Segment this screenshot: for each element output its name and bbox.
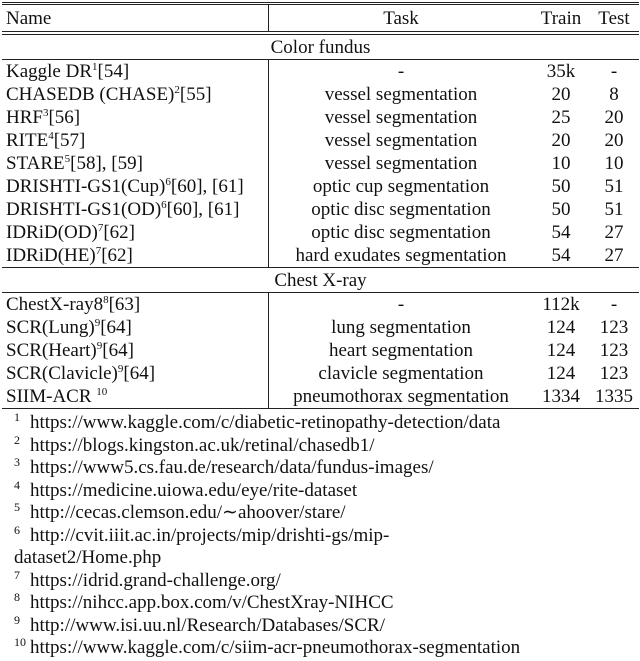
train-cell: 124 bbox=[546, 363, 576, 384]
task-cell: vessel segmentation bbox=[324, 107, 478, 128]
footnote-marker: 6 bbox=[165, 176, 171, 188]
dataset-name: CHASEDB (CHASE) bbox=[6, 84, 175, 105]
test-cell: 27 bbox=[604, 222, 624, 243]
test-cell: 20 bbox=[604, 130, 624, 151]
table-row bbox=[2, 221, 639, 244]
test-cell: 51 bbox=[604, 199, 624, 220]
footnote-marker: 7 bbox=[97, 222, 104, 234]
footnote: 5 http://cecas.clemson.edu/∼ahoover/stare/ bbox=[14, 500, 346, 523]
citation: [58], [59] bbox=[70, 153, 143, 174]
citation: [62] bbox=[103, 222, 135, 243]
footnote-marker: 10 bbox=[96, 386, 108, 398]
table-body bbox=[2, 33, 639, 409]
footnote-marker: 9 bbox=[94, 317, 101, 329]
col-task-header: Task bbox=[269, 4, 534, 34]
table-row bbox=[2, 362, 639, 385]
task-cell: vessel segmentation bbox=[324, 84, 478, 105]
footnote-url[interactable]: http://cecas.clemson.edu/∼ahoover/stare/ bbox=[30, 502, 346, 523]
footnotes bbox=[14, 412, 520, 660]
citation: [54] bbox=[97, 61, 130, 82]
table-row bbox=[2, 198, 639, 221]
table-row bbox=[2, 129, 639, 152]
dataset-name-cell bbox=[2, 60, 269, 84]
train-cell: 124 bbox=[546, 340, 576, 361]
test-cell: - bbox=[610, 61, 618, 82]
dataset-name: Kaggle DR bbox=[6, 61, 93, 82]
dataset-name-cell bbox=[2, 339, 269, 362]
footnote: 1 https://www.kaggle.com/c/diabetic-retinopathy-detection/data bbox=[14, 410, 501, 433]
test-cell: 10 bbox=[604, 153, 624, 174]
table-row bbox=[2, 385, 639, 409]
citation: [57] bbox=[53, 130, 86, 151]
citation: [64] bbox=[123, 363, 156, 384]
task-cell: hard exudates segmentation bbox=[269, 244, 534, 268]
section-title: Chest X-ray bbox=[2, 268, 639, 293]
dataset-name-cell bbox=[2, 198, 269, 221]
table-row bbox=[2, 60, 639, 84]
task-cell: optic cup segmentation bbox=[312, 176, 490, 197]
table-row bbox=[2, 175, 639, 198]
footnote-url[interactable]: https://nihcc.app.box.com/v/ChestXray-NIHCC bbox=[30, 592, 394, 613]
citation: [64] bbox=[100, 317, 132, 338]
footnote-marker: 1 bbox=[92, 61, 98, 73]
test-cell: 123 bbox=[599, 317, 629, 338]
footnote: 8 https://nihcc.app.box.com/v/ChestXray-NIHCC bbox=[14, 590, 394, 613]
footnote: 10 https://www.kaggle.com/c/siim-acr-pneumothorax-segmentation bbox=[14, 635, 521, 658]
footnote-marker: 4 bbox=[48, 130, 54, 142]
footnote-url[interactable]: https://www5.cs.fau.de/research/data/fundus-images/ bbox=[30, 457, 434, 478]
task-cell: clavicle segmentation bbox=[318, 363, 484, 384]
dataset-name-cell bbox=[2, 221, 269, 244]
task-cell: pneumothorax segmentation bbox=[269, 385, 534, 409]
dataset-name: SCR(Heart) bbox=[6, 340, 97, 361]
dataset-name: SCR(Clavicle) bbox=[6, 363, 118, 384]
dataset-name: DRISHTI-GS1(OD) bbox=[6, 199, 162, 220]
footnote: 4 https://medicine.uiowa.edu/eye/rite-dataset bbox=[14, 477, 358, 501]
dataset-name: DRISHTI-GS1(Cup) bbox=[6, 176, 166, 197]
table-row bbox=[2, 339, 639, 362]
col-train-header: Train bbox=[533, 4, 589, 34]
citation: [55] bbox=[179, 84, 212, 105]
dataset-name: SIIM-ACR bbox=[6, 386, 97, 407]
citation: [62] bbox=[101, 245, 133, 266]
test-cell: 27 bbox=[589, 244, 639, 268]
footnote: 6 http://cvit.iiit.ac.in/projects/mip/drishti-gs/mip- bbox=[14, 522, 390, 546]
test-cell: 51 bbox=[604, 176, 624, 197]
dataset-name-cell bbox=[2, 106, 269, 129]
task-cell: optic disc segmentation bbox=[311, 222, 491, 243]
dataset-name-cell bbox=[2, 385, 269, 409]
dataset-name-cell bbox=[2, 362, 269, 385]
train-cell: 50 bbox=[551, 199, 571, 220]
train-cell: 1334 bbox=[533, 385, 589, 409]
dataset-name-cell bbox=[2, 175, 269, 198]
footnote: 7 https://idrid.grand-challenge.org/ bbox=[14, 567, 281, 591]
section-header-row bbox=[2, 33, 639, 60]
footnote: 9 http://www.isi.uu.nl/Research/Databases/SCR/ bbox=[14, 612, 385, 636]
footnote-marker: 9 bbox=[96, 340, 103, 352]
footnote-marker: 2 bbox=[174, 84, 180, 96]
dataset-name: HRF bbox=[6, 107, 43, 128]
footnote: 3 https://www5.cs.fau.de/research/data/fundus-images/ bbox=[14, 455, 434, 478]
dataset-name: IDRiD(HE) bbox=[6, 245, 96, 266]
task-cell: - bbox=[397, 61, 405, 82]
train-cell: 112k bbox=[542, 294, 580, 315]
task-cell: vessel segmentation bbox=[324, 153, 478, 174]
table-row bbox=[2, 293, 639, 317]
dataset-name: SCR(Lung) bbox=[6, 317, 95, 338]
test-cell: 123 bbox=[599, 340, 629, 361]
train-cell: 54 bbox=[533, 244, 589, 268]
table-row bbox=[2, 152, 639, 175]
footnote-url[interactable]: https://www.kaggle.com/c/siim-acr-pneumothorax-segmentation bbox=[30, 637, 521, 658]
train-cell: 20 bbox=[551, 130, 571, 151]
footnote-url[interactable]: http://www.isi.uu.nl/Research/Databases/SCR/ bbox=[30, 614, 385, 636]
dataset-name: IDRiD(OD) bbox=[6, 222, 98, 243]
dataset-name-cell bbox=[2, 129, 269, 152]
section-header-row bbox=[2, 268, 639, 293]
train-cell: 35k bbox=[546, 61, 576, 82]
train-cell: 54 bbox=[551, 222, 571, 243]
test-cell: 8 bbox=[609, 84, 619, 105]
task-cell: - bbox=[397, 294, 405, 315]
task-cell: optic disc segmentation bbox=[311, 199, 491, 220]
train-cell: 20 bbox=[551, 84, 571, 105]
footnote-marker: 7 bbox=[95, 245, 102, 257]
dataset-name-cell bbox=[2, 293, 269, 317]
test-cell: 123 bbox=[599, 363, 629, 384]
citation: [60], [61] bbox=[170, 176, 244, 197]
test-cell: 1335 bbox=[589, 385, 639, 409]
dataset-name-cell bbox=[2, 152, 269, 175]
section-title: Color fundus bbox=[2, 33, 639, 60]
footnote-url[interactable]: https://medicine.uiowa.edu/eye/rite-dataset bbox=[30, 479, 358, 501]
table-row bbox=[2, 106, 639, 129]
test-cell: 20 bbox=[604, 107, 624, 128]
train-cell: 10 bbox=[551, 153, 571, 174]
test-cell: - bbox=[610, 294, 618, 315]
col-name-header: Name bbox=[2, 4, 269, 34]
dataset-name-cell bbox=[2, 83, 269, 106]
table-row bbox=[2, 244, 639, 268]
train-cell: 124 bbox=[546, 317, 576, 338]
footnote-marker: 8 bbox=[103, 294, 109, 306]
col-test-header: Test bbox=[589, 4, 639, 34]
table-row bbox=[2, 316, 639, 339]
footnote-url[interactable]: https://idrid.grand-challenge.org/ bbox=[30, 569, 281, 591]
footnote-url[interactable]: http://cvit.iiit.ac.in/projects/mip/drishti-gs/mip- bbox=[30, 524, 390, 546]
header-row bbox=[2, 4, 639, 34]
dataset-name-cell bbox=[2, 244, 269, 268]
dataset-table bbox=[2, 2, 639, 409]
train-cell: 25 bbox=[551, 107, 571, 128]
task-cell: vessel segmentation bbox=[324, 130, 478, 151]
table-row bbox=[2, 83, 639, 106]
task-cell: heart segmentation bbox=[328, 340, 474, 361]
citation: [56] bbox=[48, 107, 81, 128]
dataset-name-cell bbox=[2, 316, 269, 339]
dataset-name: ChestX-ray8 bbox=[6, 294, 104, 315]
citation: [60], [61] bbox=[166, 199, 240, 220]
citation: [64] bbox=[102, 340, 134, 361]
task-cell: lung segmentation bbox=[331, 317, 471, 338]
footnote-marker: 9 bbox=[117, 363, 124, 375]
footnote-continuation[interactable]: dataset2/Home.php bbox=[14, 547, 162, 568]
footnote-marker: 3 bbox=[42, 107, 49, 119]
train-cell: 50 bbox=[551, 176, 571, 197]
footnote: 2 https://blogs.kingston.ac.uk/retinal/chasedb1/ bbox=[14, 432, 375, 456]
dataset-name: RITE bbox=[6, 130, 49, 151]
dataset-name: STARE bbox=[6, 153, 65, 174]
footnote-url[interactable]: https://www.kaggle.com/c/diabetic-retinopathy-detection/data bbox=[30, 412, 501, 433]
footnote-marker: 5 bbox=[64, 153, 71, 165]
footnote-marker: 6 bbox=[161, 199, 167, 211]
citation: [63] bbox=[108, 294, 141, 315]
footnote-url[interactable]: https://blogs.kingston.ac.uk/retinal/chasedb1/ bbox=[30, 434, 375, 456]
